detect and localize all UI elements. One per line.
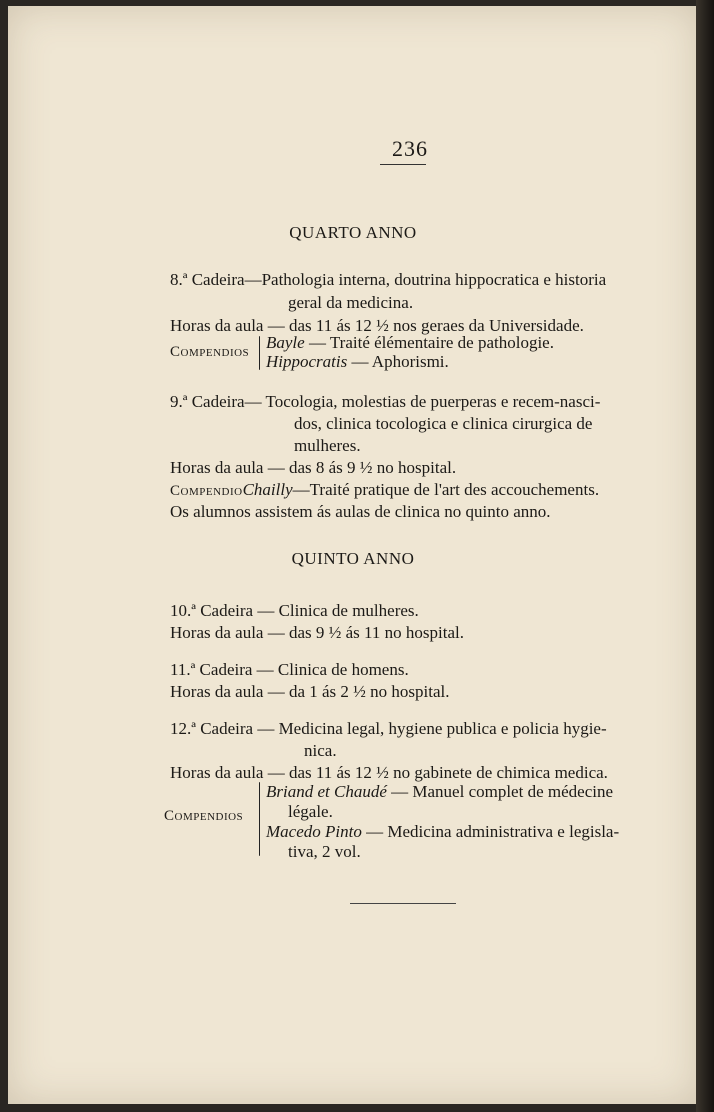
cadeira-10-label: 10.ª Cadeira	[170, 601, 254, 620]
cadeira-12-title: — Medicina legal, hygiene publica e policia hygie-	[253, 719, 607, 738]
cadeira-12-line2: nica.	[304, 741, 337, 760]
book-author: Bayle	[266, 333, 305, 352]
book-spine	[696, 0, 714, 1112]
cadeira-11-horas: Horas da aula — da 1 ás 2 ½ no hospital.	[170, 682, 450, 701]
cadeira-8-line1	[170, 270, 606, 290]
cadeira-10-title: — Clinica de mulheres.	[253, 601, 419, 620]
cadeira-12-compendio-2	[266, 822, 619, 842]
cadeira-8-title: —Pathologia interna, doutrina hippocratica e historia	[244, 270, 607, 289]
book-author: Hippocratis	[266, 352, 348, 371]
cadeira-9-line3: mulheres.	[294, 436, 361, 455]
book-title: —Traité pratique de l'art des accouchements.	[292, 480, 600, 499]
book-author: Chailly	[242, 480, 293, 499]
cadeira-11-line	[170, 660, 409, 680]
book-author: Briand et Chaudé	[266, 782, 387, 801]
book-title: — Manuel complet de médecine	[386, 782, 614, 801]
end-rule	[350, 903, 456, 904]
cadeira-10-line	[170, 601, 419, 621]
cadeira-8-compendio-1	[266, 333, 554, 353]
cadeira-12-compendio-2-cont: tiva, 2 vol.	[288, 842, 361, 861]
cadeira-9-horas: Horas da aula — das 8 ás 9 ½ no hospital.	[170, 458, 457, 477]
cadeira-9-title: — Tocologia, molestias de puerperas e recem-nasci-	[244, 392, 601, 411]
cadeira-10-horas: Horas da aula — das 9 ½ ás 11 no hospital.	[170, 623, 464, 642]
cadeira-12-horas: Horas da aula — das 11 ás 12 ½ no gabinete de chimica medica.	[170, 763, 608, 782]
cadeira-12-compendio-1-cont: légale.	[288, 802, 333, 821]
cadeira-9-line2: dos, clinica tocologica e clinica cirurgica de	[294, 414, 593, 433]
book-title: — Medicina administrativa e legisla-	[361, 822, 620, 841]
cadeira-9-label: 9.ª Cadeira	[170, 392, 245, 411]
cadeira-8-compendio-2	[266, 352, 449, 372]
cadeira-12-label: 12.ª Cadeira	[170, 719, 254, 738]
book-title: — Traité élémentaire de pathologie.	[304, 333, 554, 352]
section-heading-quinto: QUINTO ANNO	[291, 549, 415, 568]
cadeira-9-compendio	[170, 480, 599, 500]
cadeira-8-line2: geral da medicina.	[288, 293, 414, 312]
cadeira-11-label: 11.ª Cadeira	[170, 660, 253, 679]
book-title: — Aphorismi.	[347, 352, 449, 371]
cadeira-8-label: 8.ª Cadeira	[170, 270, 245, 289]
compendios-label-quinto: Compendios	[164, 808, 244, 824]
compendios-brace-quarto	[259, 336, 260, 370]
cadeira-9-note: Os alumnos assistem ás aulas de clinica no quinto anno.	[170, 502, 551, 521]
cadeira-9-line1	[170, 392, 600, 412]
book-author: Macedo Pinto	[266, 822, 362, 841]
cadeira-12-compendio-1	[266, 782, 613, 802]
section-heading-quarto: QUARTO ANNO	[289, 223, 417, 242]
page-number-rule	[380, 164, 426, 165]
compendio-label: Compendio	[170, 483, 243, 499]
cadeira-8-horas: Horas da aula — das 11 ás 12 ½ nos geraes da Universidade.	[170, 316, 584, 335]
compendios-label-quarto: Compendios	[170, 344, 250, 360]
cadeira-11-title: — Clinica de homens.	[252, 660, 409, 679]
cadeira-12-line1	[170, 719, 607, 739]
compendios-brace-quinto	[259, 782, 260, 856]
page-number: 236	[392, 136, 428, 161]
